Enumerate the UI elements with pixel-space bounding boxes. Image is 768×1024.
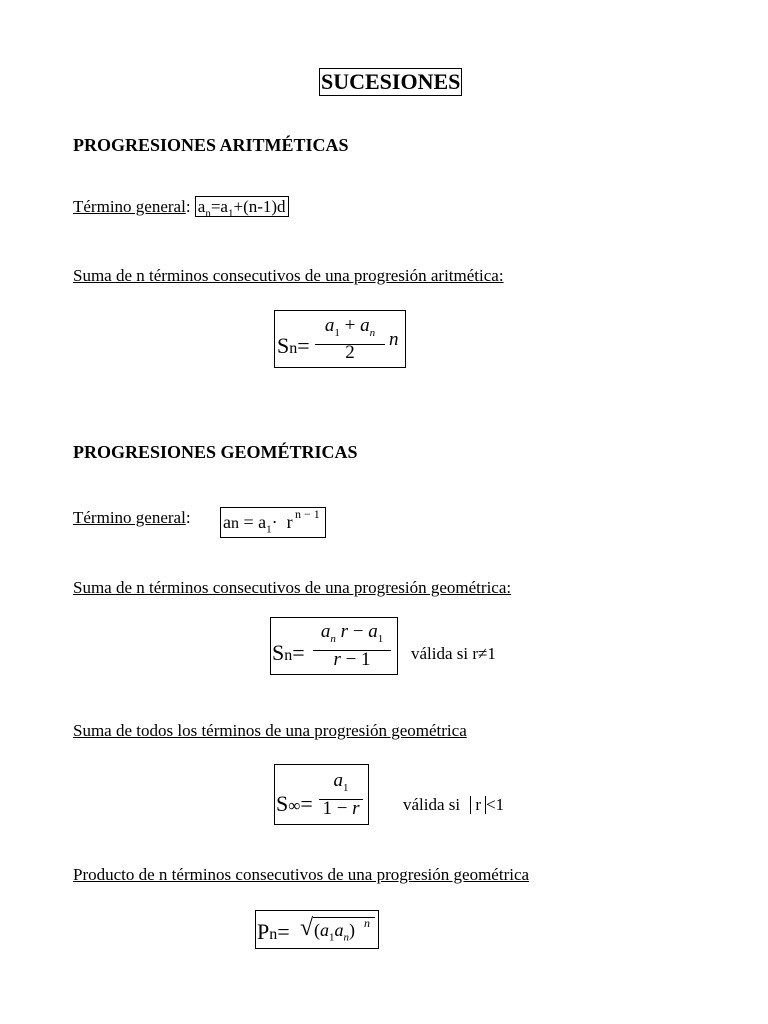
page-title: SUCESIONES xyxy=(321,69,461,94)
sqrt-symbol: √ xyxy=(300,915,314,941)
geom-inf-condition: válida si r <1 xyxy=(403,795,505,814)
geom-sum-label: Suma de n términos consecutivos de una progresión geométrica: xyxy=(73,578,512,597)
arith-general-label: Término general xyxy=(73,197,186,216)
arith-sum-label: Suma de n términos consecutivos de una progresión aritmética: xyxy=(73,266,504,285)
arith-general-term: Término general: $a_n=a_1+(n-1)d$ xyxy=(73,197,289,219)
geom-inf-formula: S∞= $a_1$ 1 − r xyxy=(274,764,369,825)
arith-sum-formula: Sn= $a_1 + a_n$ 2 n xyxy=(274,310,406,368)
geom-general-term: Término general: xyxy=(73,508,191,527)
geom-sum-formula: Sn= $a_n$ $r - a_1$ r − 1 xyxy=(270,617,398,675)
arith-general-formula: $a_n=a_1+(n-1)d$ xyxy=(195,196,289,217)
arith-heading: PROGRESIONES ARITMÉTICAS xyxy=(73,135,349,155)
abs-value-r: r xyxy=(470,796,486,814)
geom-heading: PROGRESIONES GEOMÉTRICAS xyxy=(73,442,358,462)
geom-general-label: Término general xyxy=(73,508,186,527)
geom-prod-label: Producto de n términos consecutivos de una progresión geométrica xyxy=(73,865,530,884)
geom-inf-label: Suma de todos los términos de una progresión geométrica xyxy=(73,721,467,740)
geom-general-formula: an = $a_1\cdot r$ n − 1 xyxy=(220,507,326,538)
geom-prod-formula: Pn= √ $(a_1a_n)$ n xyxy=(255,910,379,949)
geom-sum-condition: válida si r≠1 xyxy=(411,644,496,663)
